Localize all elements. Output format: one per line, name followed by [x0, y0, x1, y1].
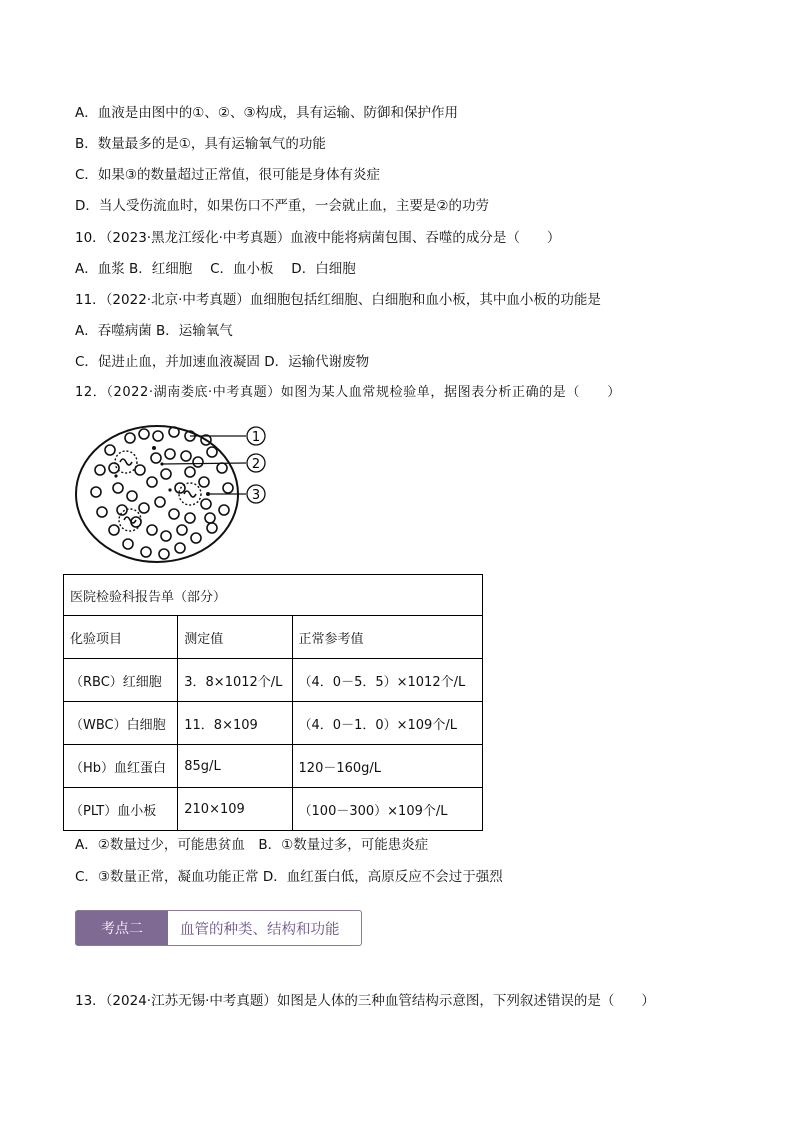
- q10-stem: 10．（2023·黑龙江绥化·中考真题）血液中能将病菌包围、吞噬的成分是（ ）: [75, 230, 561, 246]
- q9-option-c: C．如果③的数量超过正常值，很可能是身体有炎症: [75, 167, 381, 183]
- q9-option-a: A．血液是由图中的①、②、③构成，具有运输、防御和保护作用: [75, 105, 459, 121]
- section-tag: 考点二: [76, 911, 168, 945]
- cell-item: （WBC）白细胞: [64, 702, 178, 745]
- section-topic: 血管的种类、结构和功能: [180, 921, 340, 938]
- blood-smear-figure: [76, 426, 265, 562]
- q12-stem: 12．（2022·湖南娄底·中考真题）如图为某人血常规检验单，据图表分析正确的是（ ）: [75, 385, 621, 400]
- header-item: 化验项目: [64, 616, 178, 659]
- q9-option-b: B．数量最多的是①，具有运输氧气的功能: [75, 136, 326, 152]
- section-header: [75, 910, 362, 946]
- q10-options: A．血浆 B．红细胞 C．血小板 D．白细胞: [75, 261, 356, 277]
- cell-reference: （4．0－1．0）×109个/L: [292, 702, 482, 745]
- cell-measured: 11．8×109: [178, 702, 292, 745]
- white-blood-cell-3: [119, 509, 141, 531]
- cell-item: （RBC）红细胞: [64, 659, 178, 702]
- cell-item: （Hb）血红蛋白: [64, 745, 178, 788]
- q9-option-d: D．当人受伤流血时，如果伤口不严重，一会就止血，主要是②的功劳: [75, 198, 489, 214]
- q11-stem: 11．（2022·北京·中考真题）血细胞包括红细胞、白细胞和血小板，其中血小板的功能是: [75, 292, 601, 308]
- header-reference: 正常参考值: [292, 616, 482, 659]
- header-measured: 测定值: [178, 616, 292, 659]
- cell-measured: 85g/L: [178, 745, 292, 788]
- cell-reference: （100－300）×109个/L: [292, 788, 482, 831]
- q12-options-cd: C．③数量正常，凝血功能正常 D．血红蛋白低，高原反应不会过于强烈: [75, 869, 503, 885]
- table-row: [64, 659, 483, 702]
- label-2: 2: [251, 457, 261, 472]
- q11-options-ab: A．吞噬病菌 B．运输氧气: [75, 323, 233, 339]
- red-blood-cells: [91, 427, 233, 559]
- label-1: 1: [251, 430, 261, 445]
- white-blood-cell-1: [115, 451, 137, 473]
- blood-smear-diagram: [70, 418, 280, 568]
- table-row: [64, 745, 483, 788]
- report-title: 医院检验科报告单（部分）: [64, 575, 483, 616]
- label-3: 3: [251, 488, 261, 503]
- cell-item: （PLT）血小板: [64, 788, 178, 831]
- table-row: [64, 702, 483, 745]
- q12-options-ab: A．②数量过少，可能患贫血 B．①数量过多，可能患炎症: [75, 837, 429, 853]
- white-blood-cell-2: [179, 483, 201, 505]
- lab-report-table: [63, 574, 483, 831]
- cell-reference: （4．0－5．5）×1012个/L: [292, 659, 482, 702]
- q11-options-cd: C．促进止血，并加速血液凝固 D．运输代谢废物: [75, 354, 370, 370]
- cell-measured: 3．8×1012个/L: [178, 659, 292, 702]
- cell-reference: 120－160g/L: [292, 745, 482, 788]
- table-row: [64, 788, 483, 831]
- q13-stem: 13．（2024·江苏无锡·中考真题）如图是人体的三种血管结构示意图，下列叙述错误的是（ ）: [75, 993, 655, 1009]
- cell-measured: 210×109: [178, 788, 292, 831]
